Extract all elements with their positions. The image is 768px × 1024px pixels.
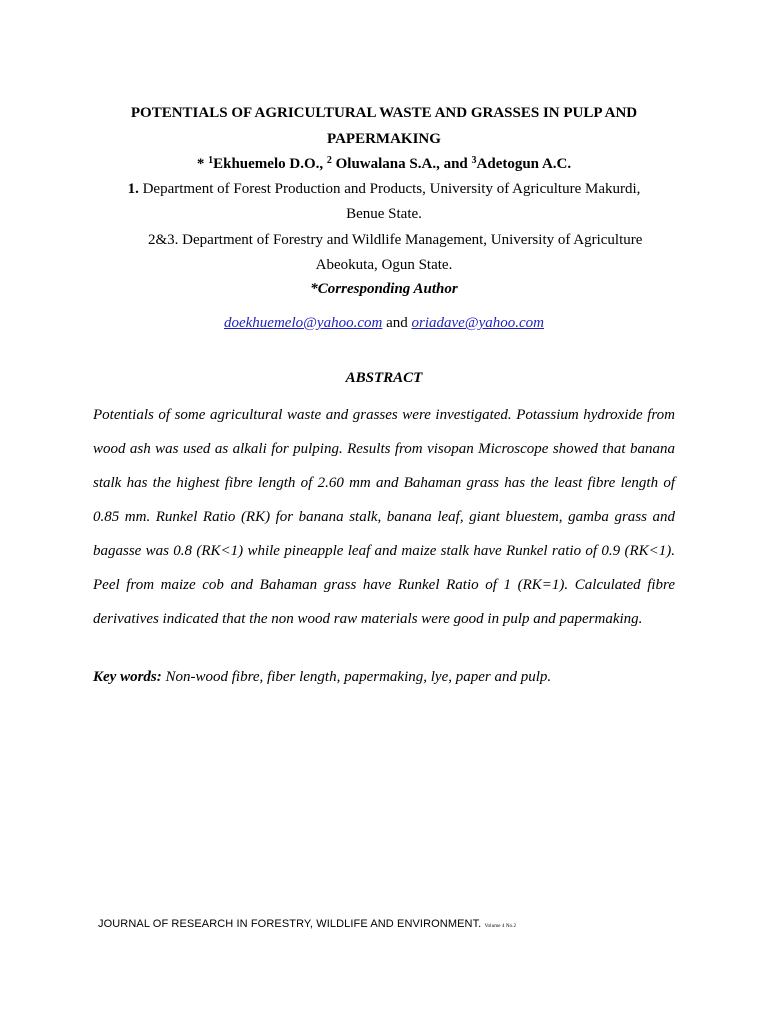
journal-footer bbox=[98, 918, 516, 930]
author3-superscript: 3 bbox=[471, 155, 477, 166]
affiliation-1-line-2: Benue State. bbox=[346, 206, 422, 222]
keywords-line bbox=[93, 667, 551, 687]
affiliation-1-number: 1. bbox=[127, 181, 139, 197]
journal-name: JOURNAL OF RESEARCH IN FORESTRY, WILDLIFE AND ENVIRONMENT. bbox=[98, 918, 485, 930]
corresponding-author-label: *Corresponding Author bbox=[310, 281, 458, 297]
author-list bbox=[0, 154, 768, 174]
author1-superscript: 1 bbox=[208, 155, 214, 166]
paper-title-line-1: POTENTIALS OF AGRICULTURAL WASTE AND GRASSES IN PULP AND bbox=[130, 105, 638, 121]
author2-superscript: 2 bbox=[326, 155, 332, 166]
paper-title-line-2: PAPERMAKING bbox=[327, 131, 441, 147]
author-2: Oluwalana S.A., and bbox=[331, 156, 472, 172]
email-line bbox=[0, 313, 768, 333]
email-link-2[interactable]: oriadave@yahoo.com bbox=[411, 315, 545, 331]
keywords-text: Non-wood fibre, fiber length, papermaking, lye, paper and pulp. bbox=[161, 669, 552, 685]
corresponding-star: * bbox=[196, 156, 209, 172]
abstract-body: Potentials of some agricultural waste and grasses were investigated. Potassium hydroxide from wood ash was used as alkali for pulping. Results from visopan Microscope showed that banana stalk has the highest fibre length of 2.60 mm and Bahaman grass has the least fibre length of 0.85 mm. Runkel Ratio (RK) for banana stalk, banana leaf, giant bluestem, gamba grass and bagasse was 0.8 (RK<1) while pineapple leaf and maize stalk have Runkel ratio of 0.9 (RK<1). Peel from maize cob and Bahaman grass have Runkel Ratio of 1 (RK=1). Calculated fibre derivatives indicated that the non wood raw materials were good in pulp and papermaking. bbox=[93, 407, 675, 627]
abstract-heading: ABSTRACT bbox=[345, 370, 423, 386]
affiliation-1-line-1 bbox=[0, 179, 768, 199]
author-1: Ekhuemelo D.O., bbox=[213, 156, 327, 172]
journal-volume: Volume 4 No.2 bbox=[484, 924, 517, 929]
keywords-label: Key words: bbox=[93, 669, 162, 685]
affiliation-2-line-2: Abeokuta, Ogun State. bbox=[315, 257, 453, 273]
email-and: and bbox=[386, 315, 408, 331]
email-link-1[interactable]: doekhuemelo@yahoo.com bbox=[223, 315, 383, 331]
author-3: Adetogun A.C. bbox=[476, 156, 572, 172]
affiliation-1-text: Department of Forest Production and Products, University of Agriculture Makurdi, bbox=[138, 181, 641, 197]
affiliation-2-line-1: 2&3. Department of Forestry and Wildlife Management, University of Agriculture bbox=[148, 232, 643, 248]
